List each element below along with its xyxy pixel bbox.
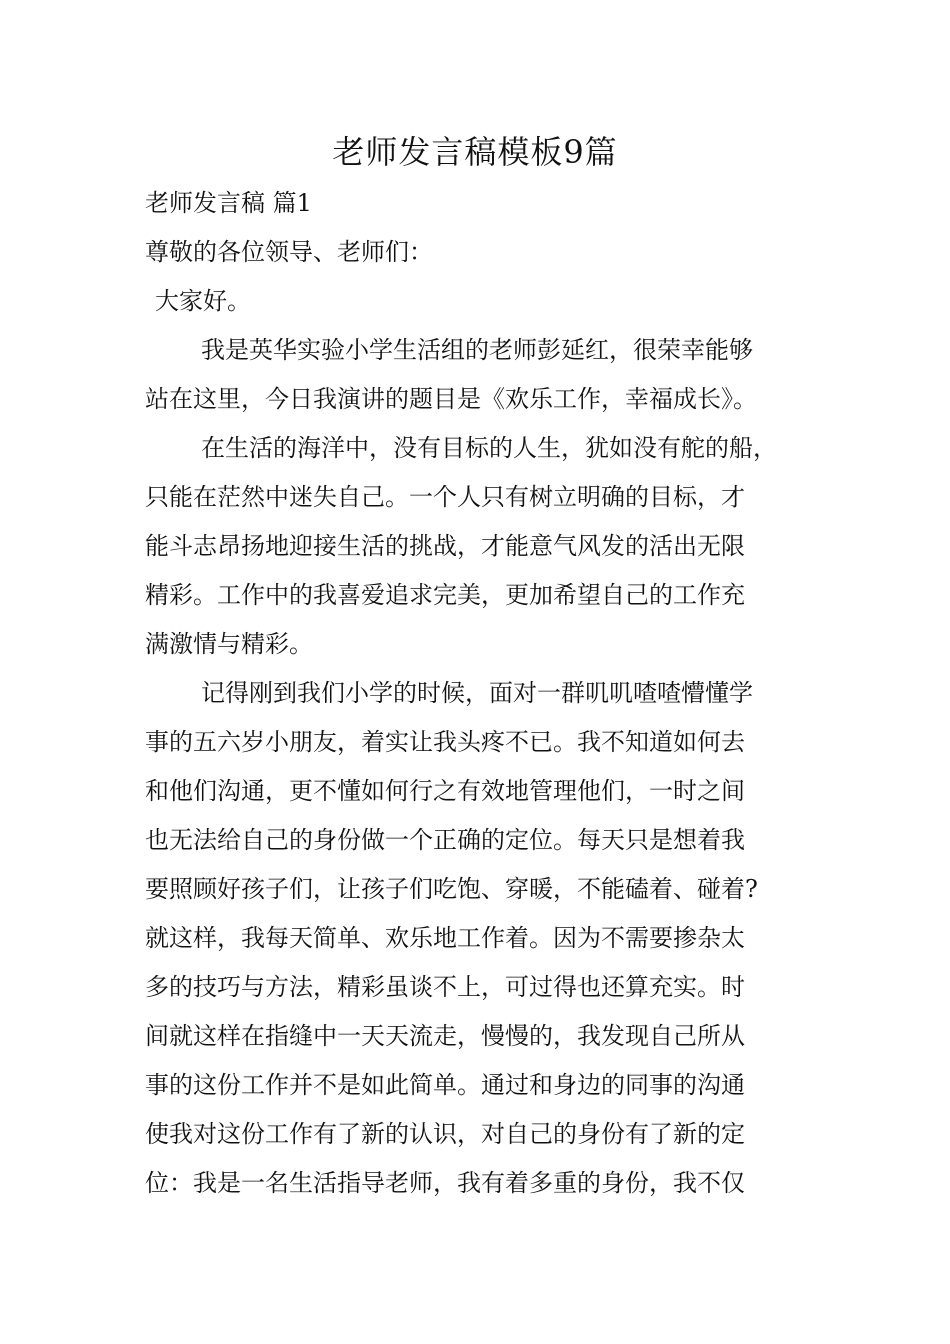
- document-title: 老师发言稿模板9篇: [332, 133, 618, 171]
- document-body: [145, 179, 810, 1208]
- paragraph-line: 记得刚到我们小学的时候，面对一群叽叽喳喳懵懂学: [201, 679, 753, 707]
- paragraph-line: 只能在茫然中迷失自己。一个人只有树立明确的目标，才: [145, 483, 745, 511]
- section-heading: 老师发言稿 篇1: [145, 189, 312, 217]
- paragraph-line: 多的技巧与方法，精彩虽谈不上，可过得也还算充实。时: [145, 973, 745, 1001]
- salutation: 尊敬的各位领导、老师们：: [145, 238, 433, 266]
- paragraph-line: 能斗志昂扬地迎接生活的挑战，才能意气风发的活出无限: [145, 532, 745, 560]
- paragraph-line: 也无法给自己的身份做一个正确的定位。每天只是想着我: [145, 826, 745, 854]
- paragraph-line: 间就这样在指缝中一天天流走，慢慢的，我发现自己所从: [145, 1022, 745, 1050]
- paragraph-line: 和他们沟通，更不懂如何行之有效地管理他们，一时之间: [145, 777, 745, 805]
- paragraph-line: 满激情与精彩。: [145, 630, 313, 658]
- greeting: 大家好。: [155, 287, 251, 315]
- paragraph-line: 就这样，我每天简单、欢乐地工作着。因为不需要掺杂太: [145, 924, 745, 952]
- paragraph-line: 位：我是一名生活指导老师，我有着多重的身份，我不仅: [145, 1169, 745, 1197]
- paragraph-line: 在生活的海洋中，没有目标的人生，犹如没有舵的船，: [201, 434, 777, 462]
- paragraph-line: 要照顾好孩子们，让孩子们吃饱、穿暖，不能磕着、碰着?: [145, 875, 758, 903]
- paragraph-line: 使我对这份工作有了新的认识，对自己的身份有了新的定: [145, 1120, 745, 1148]
- paragraph-line: 精彩。工作中的我喜爱追求完美，更加希望自己的工作充: [145, 581, 745, 609]
- paragraph-line: 事的这份工作并不是如此简单。通过和身边的同事的沟通: [145, 1071, 745, 1099]
- paragraph-line: 事的五六岁小朋友，着实让我头疼不已。我不知道如何去: [145, 728, 745, 756]
- paragraph-line: 我是英华实验小学生活组的老师彭延红，很荣幸能够: [201, 336, 753, 364]
- paragraph-line: 站在这里，今日我演讲的题目是《欢乐工作，幸福成长》。: [145, 385, 757, 413]
